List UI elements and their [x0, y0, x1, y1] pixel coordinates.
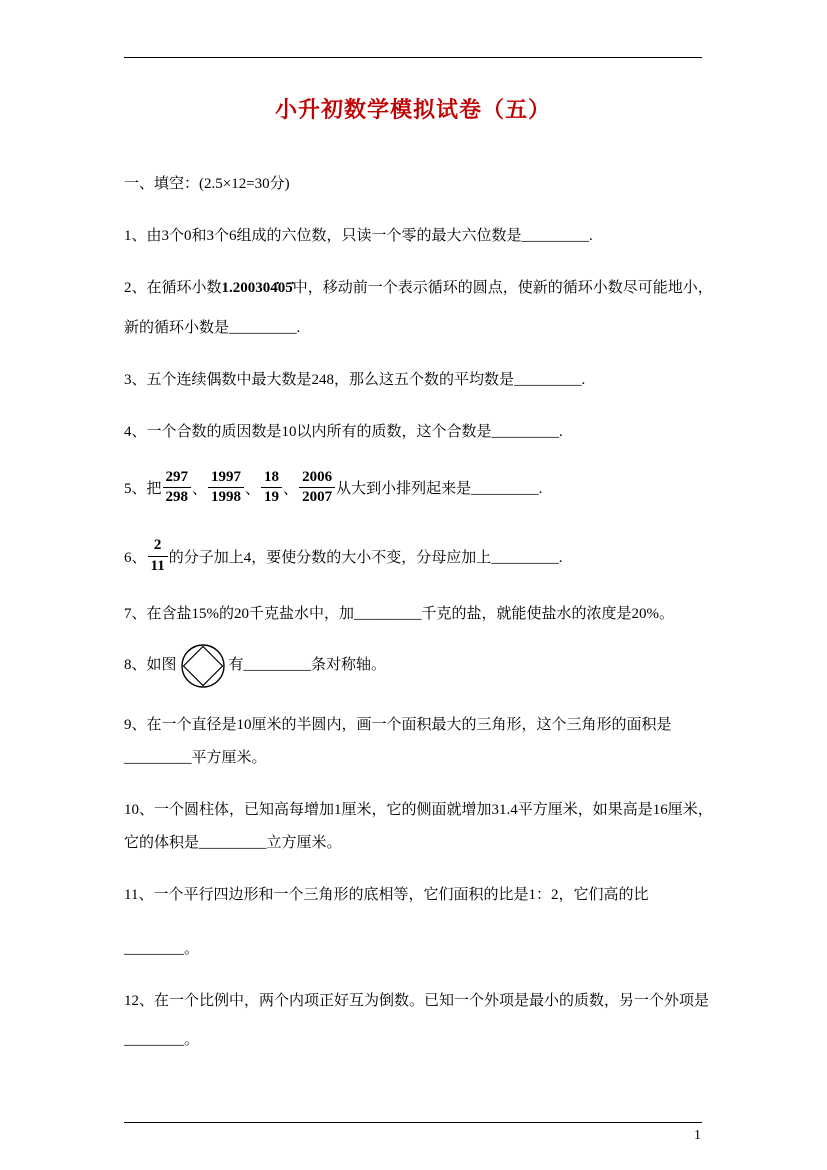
question-5-post: 从大到小排列起来是_________.	[336, 481, 543, 497]
question-2-line-1	[124, 278, 714, 299]
question-9	[124, 715, 714, 769]
fraction-numerator: 2006	[299, 469, 335, 488]
fraction-297-298	[163, 469, 192, 507]
fraction-2006-2007	[299, 469, 335, 507]
question-9-line-2: _________平方厘米。	[124, 749, 267, 766]
question-6-pre: 6、	[124, 549, 147, 566]
question-12	[124, 991, 714, 1051]
fraction-denominator: 2007	[302, 489, 333, 506]
page-number: 1	[694, 1128, 701, 1143]
fraction-denominator: 1998	[211, 489, 242, 506]
question-8-pre: 8、如图	[124, 657, 177, 674]
fraction-denominator: 11	[150, 557, 165, 574]
page-content	[124, 95, 714, 1051]
fraction-numerator: 18	[261, 469, 282, 488]
fraction-separator: 、	[192, 481, 208, 498]
fraction-denominator: 19	[264, 489, 280, 506]
question-6-post: 的分子加上4，要使分数的大小不变，分母应加上_________.	[168, 549, 563, 566]
question-1	[124, 226, 714, 247]
question-2-line-2: 新的循环小数是_________.	[124, 320, 301, 336]
question-6	[124, 536, 714, 580]
fraction-numerator: 297	[163, 469, 192, 488]
top-rule	[124, 57, 702, 58]
fraction-2-11	[148, 537, 168, 575]
question-2	[124, 278, 714, 339]
page-title: 小升初数学模拟试卷（五）	[274, 97, 551, 122]
question-4-text: 4、一个合数的质因数是10以内所有的质数，这个合数是_________.	[124, 424, 563, 440]
question-3	[124, 370, 714, 391]
fraction-18-19	[261, 469, 282, 507]
fraction-numerator: 1997	[208, 469, 244, 488]
repeating-decimal-number: 1.200304̇05̇	[221, 280, 293, 296]
question-9-line-1: 9、在一个直径是10厘米的半圆内，画一个面积最大的三角形，这个三角形的面积是	[124, 716, 672, 733]
question-8	[124, 643, 714, 689]
fraction-1997-1998	[208, 469, 244, 507]
section-header: 一、填空：(2.5×12=30分)	[124, 176, 290, 192]
fraction-numerator: 2	[148, 537, 168, 556]
question-4	[124, 422, 714, 443]
fraction-separator: 、	[283, 481, 299, 498]
question-3-text: 3、五个连续偶数中最大数是248，那么这五个数的平均数是_________.	[124, 372, 586, 388]
question-11	[124, 885, 714, 960]
bottom-rule	[124, 1122, 702, 1123]
circle-inscribed-square-figure	[180, 643, 226, 689]
question-2-pre: 2、在循环小数	[124, 280, 222, 296]
question-5	[124, 467, 714, 512]
question-7	[124, 604, 714, 625]
question-2-post: 中，移动前一个表示循环的圆点，使新的循环小数尽可能地小，	[292, 280, 713, 296]
question-5-pre: 5、把	[124, 481, 162, 497]
question-7-text: 7、在含盐15%的20千克盐水中，加_________千克的盐，就能使盐水的浓度是20%。	[124, 605, 674, 622]
question-12-line-1: 12、在一个比例中，两个内项正好互为倒数。已知一个外项是最小的质数，另一个外项是	[124, 992, 710, 1009]
question-12-line-2: ________。	[124, 1031, 200, 1048]
question-10	[124, 800, 714, 854]
question-10-line-1: 10、一个圆柱体，已知高每增加1厘米，它的侧面就增加31.4平方厘米，如果高是16厘米，	[124, 801, 713, 818]
question-10-line-2: 它的体积是_________立方厘米。	[124, 834, 342, 851]
fraction-separator: 、	[245, 481, 261, 498]
question-8-post: 有_________条对称轴。	[228, 657, 387, 674]
question-1-text: 1、由3个0和3个6组成的六位数，只读一个零的最大六位数是_________.	[124, 228, 593, 244]
question-11-line-1: 11、一个平行四边形和一个三角形的底相等，它们面积的比是1：2，它们高的比	[124, 886, 649, 903]
fraction-denominator: 298	[165, 489, 189, 506]
question-11-line-2: ________。	[124, 940, 200, 957]
